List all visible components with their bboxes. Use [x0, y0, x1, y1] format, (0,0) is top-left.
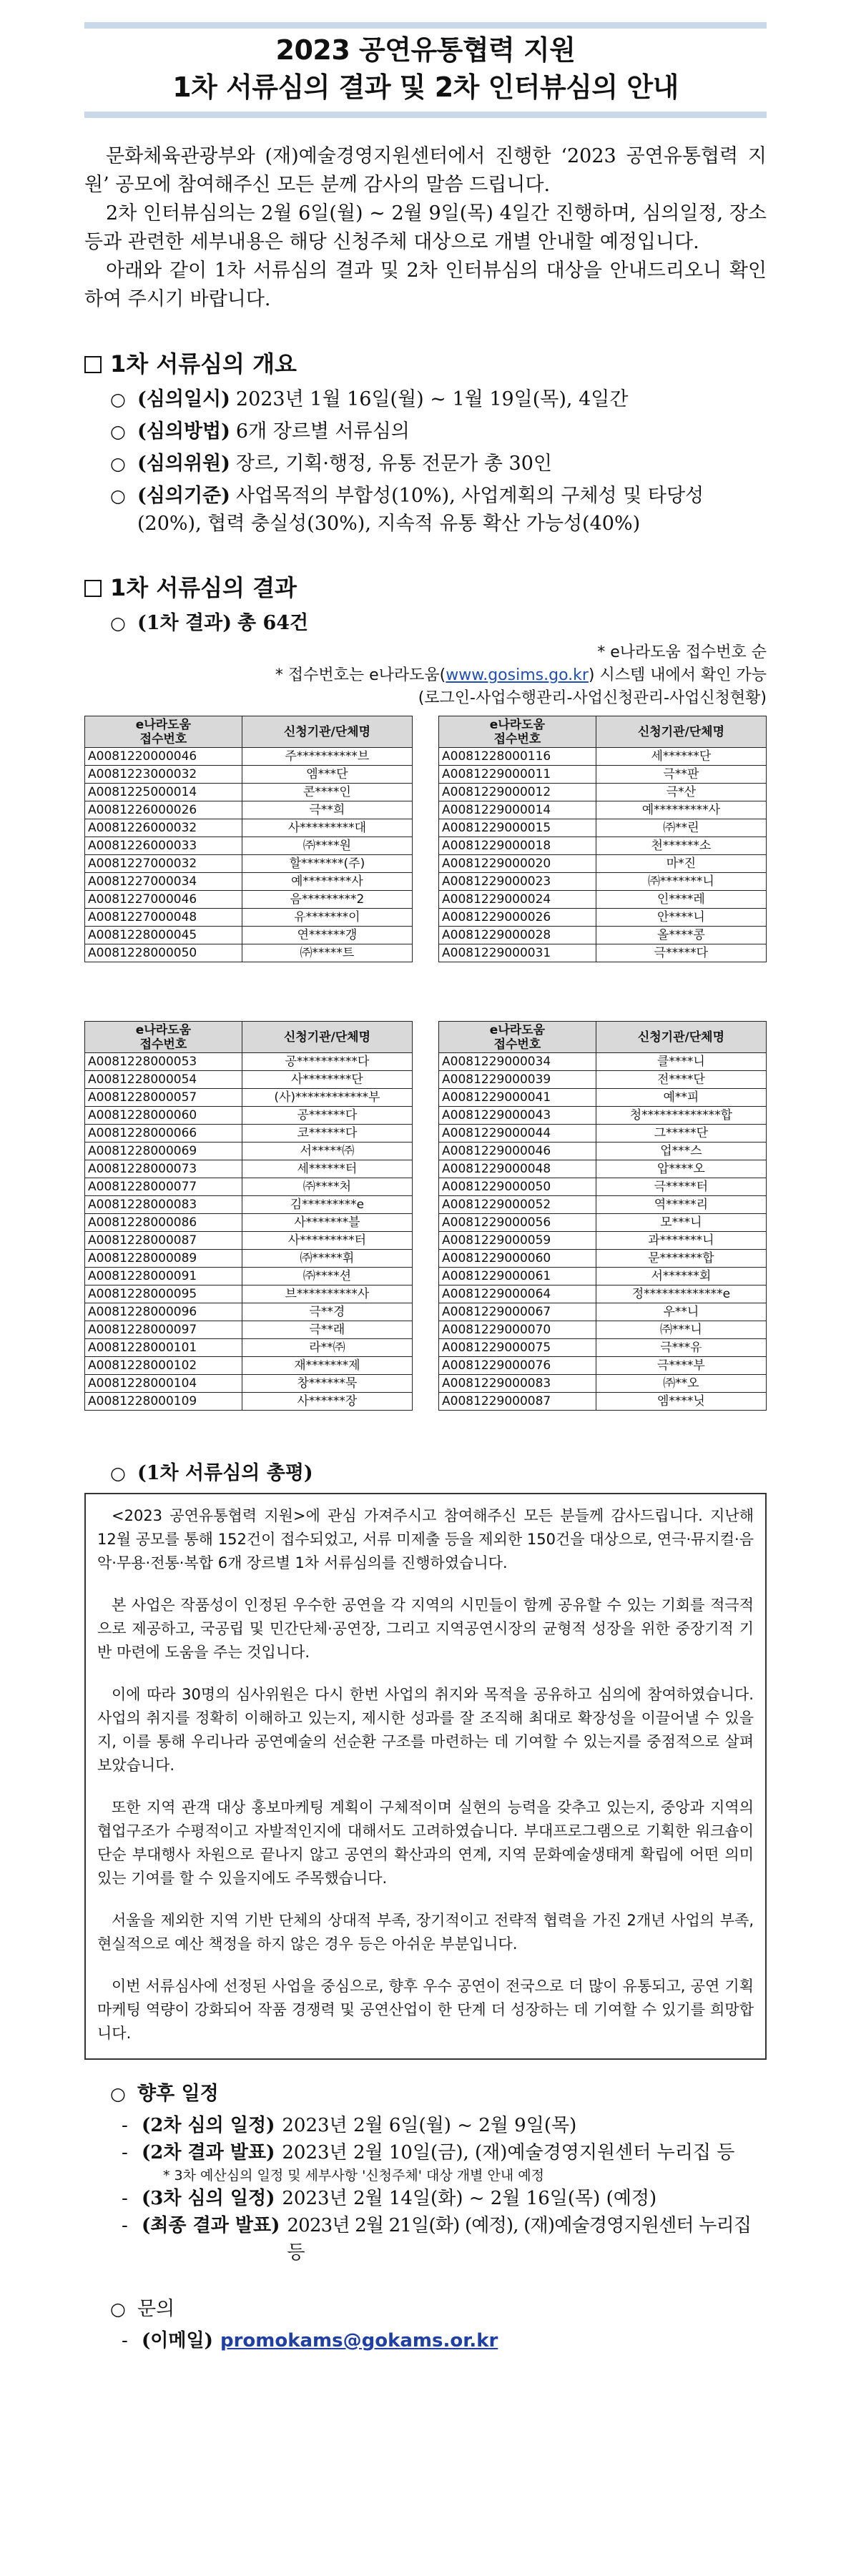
result-heading: [84, 572, 767, 603]
review-paragraph: <2023 공연유통협력 지원>에 관심 가져주시고 참여해주신 모든 분들께 감사드립니다. 지난해 12월 공모를 통해 152건이 접수되었고, 서류 미제출 등을 제외한 150건을 대상으로, 연극·뮤지컬·음악·무용·전통·복합 6개 장르별 1차 서류심의를 진행하였습니다.: [97, 1507, 754, 1571]
organization-name-cell: 문*******합: [596, 1250, 766, 1268]
item-key: (심의일시): [137, 388, 230, 410]
title-bottom-rule: [84, 112, 767, 118]
table-row: [85, 855, 413, 873]
review-paragraph: 이번 서류심사에 선정된 사업을 중심으로, 향후 우수 공연이 전국으로 더 많이 유통되고, 공연 기획마케팅 역량이 강화되어 작품 경쟁력 및 공연산업이 한 단계 더 성장하는 데 기여할 수 있기를 희망합니다.: [97, 1978, 754, 2042]
organization-name-cell: ㈜**오: [596, 1375, 766, 1393]
table-row: [439, 748, 767, 766]
receipt-number-cell: A0081229000039: [439, 1071, 596, 1089]
table-row: [439, 1285, 767, 1303]
table-row: [85, 1357, 413, 1375]
organization-name-cell: 김*********e: [242, 1196, 412, 1214]
organization-name-cell: (사)************부: [242, 1089, 412, 1107]
item-value: 장르, 기획·행정, 유통 전문가 총 30인: [235, 453, 552, 475]
organization-name-cell: 공******다: [242, 1107, 412, 1125]
table-row: [439, 1196, 767, 1214]
receipt-number-cell: A0081228000053: [85, 1053, 242, 1071]
schedule-heading: [110, 2080, 767, 2108]
table-row: [85, 1232, 413, 1250]
gosims-link[interactable]: www.gosims.go.kr: [446, 666, 589, 684]
overview-item: [110, 450, 767, 478]
organization-name-cell: ㈜*****트: [242, 944, 412, 962]
organization-name-cell: 극****부: [596, 1357, 766, 1375]
header-receipt-number: e나라도움 접수번호: [85, 716, 242, 748]
receipt-number-cell: A0081229000046: [439, 1143, 596, 1160]
schedule-heading-text: 향후 일정: [137, 2083, 219, 2105]
receipt-number-cell: A0081229000083: [439, 1375, 596, 1393]
result-count: [84, 609, 767, 637]
ring-bullet-icon: ○: [110, 389, 126, 410]
table-row: [85, 837, 413, 855]
receipt-number-cell: A0081228000057: [85, 1089, 242, 1107]
organization-name-cell: 극**경: [242, 1303, 412, 1321]
receipt-number-cell: A0081229000050: [439, 1178, 596, 1196]
header-receipt-number: e나라도움 접수번호: [439, 716, 596, 748]
schedule-item: [122, 2212, 767, 2266]
table-row: [439, 1071, 767, 1089]
organization-name-cell: 엠****닛: [596, 1393, 766, 1411]
table-row: [439, 819, 767, 837]
receipt-number-cell: A0081229000070: [439, 1321, 596, 1339]
header-organization-name: 신청기관/단체명: [242, 1022, 412, 1053]
title-line-1: 2023 공연유통협력 지원: [275, 34, 576, 66]
item-key: (2차 심의 일정): [142, 2115, 275, 2136]
schedule-note: * 3차 예산심의 일정 및 세부사항 '신청주체' 대상 개별 안내 예정: [163, 2168, 544, 2183]
item-value: 2023년 1월 16일(월) ~ 1월 19일(목), 4일간: [235, 388, 629, 410]
schedule-item: [122, 2185, 767, 2212]
intro-section: [84, 142, 767, 314]
receipt-number-cell: A0081229000034: [439, 1053, 596, 1071]
receipt-number-cell: A0081228000073: [85, 1160, 242, 1178]
table-row: [439, 891, 767, 909]
dash-bullet: -: [122, 2115, 128, 2136]
receipt-number-cell: A0081229000087: [439, 1393, 596, 1411]
item-value: 6개 장르별 서류심의: [235, 420, 410, 443]
contact-email-link[interactable]: promokams@gokams.or.kr: [220, 2330, 498, 2352]
organization-name-cell: 극**희: [242, 801, 412, 819]
overview-list: [84, 385, 767, 538]
organization-name-cell: 예********사: [242, 873, 412, 891]
results-table: [438, 1021, 767, 1411]
organization-name-cell: 서******회: [596, 1268, 766, 1285]
table-row: [439, 1250, 767, 1268]
organization-name-cell: ㈜***니: [596, 1321, 766, 1339]
table-row: [85, 1214, 413, 1232]
receipt-number-cell: A0081228000097: [85, 1321, 242, 1339]
table-row: [85, 801, 413, 819]
receipt-number-cell: A0081227000032: [85, 855, 242, 873]
table-row: [439, 1143, 767, 1160]
receipt-number-cell: A0081229000061: [439, 1268, 596, 1285]
result-note-2: [84, 664, 767, 687]
dash-bullet: -: [122, 2142, 128, 2163]
organization-name-cell: 사********단: [242, 1071, 412, 1089]
organization-name-cell: 예**피: [596, 1089, 766, 1107]
table-row: [85, 1321, 413, 1339]
table-row: [85, 1053, 413, 1071]
item-value: 2023년 2월 14일(화) ~ 2월 16일(목) (예정): [282, 2188, 657, 2209]
table-row: [85, 927, 413, 944]
organization-name-cell: 업***스: [596, 1143, 766, 1160]
table-row: [439, 855, 767, 873]
receipt-number-cell: A0081228000089: [85, 1250, 242, 1268]
table-row: [85, 819, 413, 837]
receipt-number-cell: A0081229000015: [439, 819, 596, 837]
organization-name-cell: 안****니: [596, 909, 766, 927]
dash-bullet: -: [122, 2188, 128, 2209]
table-row: [85, 1303, 413, 1321]
review-heading: [110, 1459, 767, 1487]
table-row: [85, 1107, 413, 1125]
organization-name-cell: 과*******니: [596, 1232, 766, 1250]
table-row: [85, 1125, 413, 1143]
item-value: 사업목적의 부합성(10%), 사업계획의 구체성 및 타당성(20%), 협력 충실성(30%), 지속적 유통 확산 가능성(40%): [137, 485, 704, 535]
organization-name-cell: ㈜****션: [242, 1268, 412, 1285]
intro-paragraph: 문화체육관광부와 (재)예술경영지원센터에서 진행한 ‘2023 공연유통협력 지원’ 공모에 참여해주신 모든 분께 감사의 말씀 드립니다.: [84, 145, 767, 196]
table-row: [439, 909, 767, 927]
result-heading-text: 1차 서류심의 결과: [110, 574, 297, 601]
receipt-number-cell: A0081228000069: [85, 1143, 242, 1160]
dash-bullet: -: [122, 2330, 128, 2352]
overview-heading: [84, 348, 767, 380]
schedule-item: [122, 2112, 767, 2139]
receipt-number-cell: A0081229000024: [439, 891, 596, 909]
table-row: [439, 1393, 767, 1411]
receipt-number-cell: A0081229000059: [439, 1232, 596, 1250]
header-receipt-number: e나라도움 접수번호: [85, 1022, 242, 1053]
table-row: [85, 1071, 413, 1089]
receipt-number-cell: A0081228000066: [85, 1125, 242, 1143]
overview-item: [110, 418, 767, 445]
schedule-heading-row: [84, 2080, 767, 2108]
table-row: [439, 1268, 767, 1285]
receipt-number-cell: A0081228000116: [439, 748, 596, 766]
table-row: [85, 1268, 413, 1285]
header-organization-name: 신청기관/단체명: [596, 716, 766, 748]
receipt-number-cell: A0081229000076: [439, 1357, 596, 1375]
table-row: [85, 1393, 413, 1411]
review-paragraph: 본 사업은 작품성이 인정된 우수한 공연을 각 지역의 시민들이 함께 공유할 수 있는 기회를 적극적으로 제공하고, 국공립 및 민간단체·공연장, 그리고 지역공연시장의 균형적 성장을 위한 중장기적 기반 마련에 도움을 주는 것입니다.: [97, 1597, 754, 1661]
review-paragraph: 또한 지역 관객 대상 홍보마케팅 계획이 구체적이며 실현의 능력을 갖추고 있는지, 중앙과 지역의 협업구조가 수평적이고 자발적인지에 대해서도 고려하였습니다. 부대프로그램으로 기획한 워크숍이 단순 부대행사 차원으로 끝나지 않고 공연의 확산과의 연계, 지역 문화예술생태계 확립에 어떤 의미 있는 기여를 할 수 있을지에도 주목했습니다.: [97, 1799, 754, 1887]
organization-name-cell: 공**********다: [242, 1053, 412, 1071]
receipt-number-cell: A0081229000060: [439, 1250, 596, 1268]
review-paragraph: 서울을 제외한 지역 기반 단체의 상대적 부족, 장기적이고 전략적 협력을 가진 2개년 사업의 부족, 현실적으로 예산 책정을 하지 않은 경우 등은 아쉬운 부분입니다.: [97, 1912, 754, 1953]
item-value: 2023년 2월 6일(월) ~ 2월 9일(목): [282, 2115, 577, 2136]
organization-name-cell: 전****단: [596, 1071, 766, 1089]
table-row: [85, 891, 413, 909]
receipt-number-cell: A0081229000048: [439, 1160, 596, 1178]
table-row: [85, 944, 413, 962]
table-header-row: [439, 1022, 767, 1053]
table-row: [85, 1196, 413, 1214]
receipt-number-cell: A0081225000014: [85, 784, 242, 801]
receipt-number-cell: A0081228000091: [85, 1268, 242, 1285]
receipt-number-cell: A0081229000044: [439, 1125, 596, 1143]
result-count-item: [110, 609, 767, 637]
receipt-number-cell: A0081229000064: [439, 1285, 596, 1303]
table-row: [439, 927, 767, 944]
table-row: [439, 1303, 767, 1321]
receipt-number-cell: A0081229000031: [439, 944, 596, 962]
receipt-number-cell: A0081228000095: [85, 1285, 242, 1303]
table-row: [439, 1125, 767, 1143]
table-row: [439, 1089, 767, 1107]
receipt-number-cell: A0081229000018: [439, 837, 596, 855]
ring-bullet-icon: ○: [110, 485, 126, 506]
receipt-number-cell: A0081229000028: [439, 927, 596, 944]
organization-name-cell: 주**********브: [242, 748, 412, 766]
organization-name-cell: 클****니: [596, 1053, 766, 1071]
table-row: [439, 1321, 767, 1339]
receipt-number-cell: A0081229000020: [439, 855, 596, 873]
organization-name-cell: 모***니: [596, 1214, 766, 1232]
organization-name-cell: 엠***단: [242, 766, 412, 784]
receipt-number-cell: A0081226000026: [85, 801, 242, 819]
organization-name-cell: 마*진: [596, 855, 766, 873]
receipt-number-cell: A0081229000026: [439, 909, 596, 927]
table-row: [85, 1285, 413, 1303]
title-line-2: 1차 서류심의 결과 및 2차 인터뷰심의 안내: [172, 71, 679, 103]
table-row: [439, 1357, 767, 1375]
item-key: (심의위원): [137, 453, 230, 475]
table-row: [85, 909, 413, 927]
receipt-number-cell: A0081227000046: [85, 891, 242, 909]
organization-name-cell: 압****오: [596, 1160, 766, 1178]
table-row: [439, 1178, 767, 1196]
receipt-number-cell: A0081228000050: [85, 944, 242, 962]
overview-item: [110, 482, 767, 538]
receipt-number-cell: A0081228000077: [85, 1178, 242, 1196]
receipt-number-cell: A0081228000109: [85, 1393, 242, 1411]
organization-name-cell: 그*****단: [596, 1125, 766, 1143]
item-key: (2차 결과 발표): [142, 2142, 275, 2163]
organization-name-cell: 사*******블: [242, 1214, 412, 1232]
receipt-number-cell: A0081228000083: [85, 1196, 242, 1214]
table-row: [439, 873, 767, 891]
intro-paragraph: 아래와 같이 1차 서류심의 결과 및 2차 인터뷰심의 대상을 안내드리오니 확인하여 주시기 바랍니다.: [84, 260, 767, 310]
table-row: [439, 1053, 767, 1071]
organization-name-cell: 브**********사: [242, 1285, 412, 1303]
table-row: [85, 1339, 413, 1357]
item-value: 총 64건: [237, 612, 309, 634]
note-prefix: * 접수번호는 e나라도움(: [275, 666, 446, 684]
organization-name-cell: 할*******(주): [242, 855, 412, 873]
receipt-number-cell: A0081223000032: [85, 766, 242, 784]
table-row: [439, 1160, 767, 1178]
receipt-number-cell: A0081228000086: [85, 1214, 242, 1232]
item-key: (심의방법): [137, 420, 230, 443]
results-table: [84, 716, 413, 962]
organization-name-cell: 서*****㈜: [242, 1143, 412, 1160]
receipt-number-cell: A0081228000087: [85, 1232, 242, 1250]
receipt-number-cell: A0081228000104: [85, 1375, 242, 1393]
results-table-group-2: [84, 1021, 767, 1411]
ring-bullet-icon: ○: [110, 1463, 126, 1484]
table-row: [439, 944, 767, 962]
organization-name-cell: 코******다: [242, 1125, 412, 1143]
receipt-number-cell: A0081228000101: [85, 1339, 242, 1357]
organization-name-cell: 음*********2: [242, 891, 412, 909]
organization-name-cell: 콘****인: [242, 784, 412, 801]
receipt-number-cell: A0081229000052: [439, 1196, 596, 1214]
table-row: [85, 1375, 413, 1393]
results-table: [438, 716, 767, 962]
table-row: [439, 1375, 767, 1393]
table-row: [85, 1143, 413, 1160]
ring-bullet-icon: ○: [110, 2299, 126, 2319]
document-title: [84, 31, 767, 106]
table-header-row: [439, 716, 767, 748]
contact-heading-text: 문의: [137, 2298, 175, 2320]
receipt-number-cell: A0081226000032: [85, 819, 242, 837]
organization-name-cell: 라**㈜: [242, 1339, 412, 1357]
table-row: [85, 1178, 413, 1196]
receipt-number-cell: A0081229000014: [439, 801, 596, 819]
item-value: 2023년 2월 10일(금), (재)예술경영지원센터 누리집 등: [282, 2142, 735, 2163]
checkbox-square-icon: [84, 356, 102, 373]
result-note-1: * e나라도움 접수번호 순: [597, 643, 767, 661]
review-box: [84, 1493, 767, 2060]
table-row: [439, 1107, 767, 1125]
header-organization-name: 신청기관/단체명: [596, 1022, 766, 1053]
organization-name-cell: ㈜**린: [596, 819, 766, 837]
item-key: (3차 심의 일정): [142, 2188, 275, 2209]
receipt-number-cell: A0081229000023: [439, 873, 596, 891]
item-key: (1차 결과): [137, 612, 232, 634]
result-note-3: (로그인-사업수행관리-사업신청관리-사업신청현황): [418, 689, 767, 707]
review-heading-text: (1차 서류심의 총평): [137, 1462, 313, 1484]
header-receipt-number: e나라도움 접수번호: [439, 1022, 596, 1053]
receipt-number-cell: A0081228000096: [85, 1303, 242, 1321]
organization-name-cell: 천******소: [596, 837, 766, 855]
table-header-row: [85, 1022, 413, 1053]
dash-bullet: -: [122, 2215, 128, 2236]
table-row: [439, 1214, 767, 1232]
organization-name-cell: 재*******제: [242, 1357, 412, 1375]
organization-name-cell: ㈜****처: [242, 1178, 412, 1196]
results-table: [84, 1021, 413, 1411]
organization-name-cell: 창******묵: [242, 1375, 412, 1393]
organization-name-cell: 사*********터: [242, 1232, 412, 1250]
organization-name-cell: 극*****다: [596, 944, 766, 962]
item-key: (심의기준): [137, 485, 230, 507]
organization-name-cell: 사******장: [242, 1393, 412, 1411]
organization-name-cell: 세******단: [596, 748, 766, 766]
organization-name-cell: 역*****리: [596, 1196, 766, 1214]
receipt-number-cell: A0081227000034: [85, 873, 242, 891]
receipt-number-cell: A0081229000011: [439, 766, 596, 784]
results-table-group-1: [84, 716, 767, 962]
receipt-number-cell: A0081229000012: [439, 784, 596, 801]
item-key: (이메일): [142, 2330, 213, 2352]
table-row: [85, 784, 413, 801]
organization-name-cell: ㈜*****휘: [242, 1250, 412, 1268]
receipt-number-cell: A0081228000045: [85, 927, 242, 944]
table-row: [85, 748, 413, 766]
table-row: [439, 837, 767, 855]
receipt-number-cell: A0081229000043: [439, 1107, 596, 1125]
organization-name-cell: 예*********사: [596, 801, 766, 819]
table-row: [85, 1089, 413, 1107]
overview-item: [110, 385, 767, 413]
organization-name-cell: 우**니: [596, 1303, 766, 1321]
review-paragraph: 이에 따라 30명의 심사위원은 다시 한번 사업의 취지와 목적을 공유하고 심의에 참여하였습니다. 사업의 취지를 정확히 이해하고 있는지, 제시한 성과를 잘 조직해 최대로 확장성을 이끌어낼 수 있을지, 이를 통해 우리나라 공연예술의 선순환 구조를 마련하는 데 기여할 수 있는지를 중점적으로 살펴보았습니다.: [97, 1686, 754, 1774]
item-value: 2023년 2월 21일(화) (예정), (재)예술경영지원센터 누리집 등: [287, 2215, 752, 2264]
contact-item: [122, 2327, 767, 2354]
receipt-number-cell: A0081228000102: [85, 1357, 242, 1375]
contact-heading: [110, 2295, 767, 2323]
table-row: [439, 801, 767, 819]
checkbox-square-icon: [84, 580, 102, 597]
ring-bullet-icon: ○: [110, 421, 126, 442]
organization-name-cell: 정*************e: [596, 1285, 766, 1303]
organization-name-cell: 연******갱: [242, 927, 412, 944]
schedule-item: [122, 2139, 767, 2166]
table-row: [439, 1232, 767, 1250]
receipt-number-cell: A0081220000046: [85, 748, 242, 766]
receipt-number-cell: A0081228000060: [85, 1107, 242, 1125]
ring-bullet-icon: ○: [110, 613, 126, 633]
intro-paragraph: 2차 인터뷰심의는 2월 6일(월) ~ 2월 9일(목) 4일간 진행하며, 심의일정, 장소 등과 관련한 세부내용은 해당 신청주체 대상으로 개별 안내할 예정입니다.: [84, 202, 767, 253]
receipt-number-cell: A0081228000054: [85, 1071, 242, 1089]
organization-name-cell: ㈜****원: [242, 837, 412, 855]
receipt-number-cell: A0081229000041: [439, 1089, 596, 1107]
receipt-number-cell: A0081229000067: [439, 1303, 596, 1321]
organization-name-cell: 유*******이: [242, 909, 412, 927]
receipt-number-cell: A0081229000075: [439, 1339, 596, 1357]
table-row: [85, 873, 413, 891]
organization-name-cell: 청*************합: [596, 1107, 766, 1125]
organization-name-cell: 사*********대: [242, 819, 412, 837]
organization-name-cell: 극*산: [596, 784, 766, 801]
item-key: (최종 결과 발표): [142, 2215, 280, 2236]
organization-name-cell: 극***유: [596, 1339, 766, 1357]
contact-heading-row: [84, 2295, 767, 2323]
organization-name-cell: 극*****터: [596, 1178, 766, 1196]
table-row: [439, 784, 767, 801]
table-row: [85, 766, 413, 784]
table-row: [85, 1160, 413, 1178]
ring-bullet-icon: ○: [110, 453, 126, 474]
organization-name-cell: 극**래: [242, 1321, 412, 1339]
organization-name-cell: 인****레: [596, 891, 766, 909]
organization-name-cell: 극**판: [596, 766, 766, 784]
table-row: [439, 766, 767, 784]
table-header-row: [85, 716, 413, 748]
receipt-number-cell: A0081227000048: [85, 909, 242, 927]
overview-heading-text: 1차 서류심의 개요: [110, 350, 297, 377]
ring-bullet-icon: ○: [110, 2083, 126, 2104]
table-row: [85, 1250, 413, 1268]
receipt-number-cell: A0081226000033: [85, 837, 242, 855]
note-suffix: ) 시스템 내에서 확인 가능: [588, 666, 767, 684]
organization-name-cell: 올****콩: [596, 927, 766, 944]
header-organization-name: 신청기관/단체명: [242, 716, 412, 748]
receipt-number-cell: A0081229000056: [439, 1214, 596, 1232]
title-top-rule: [84, 22, 767, 29]
review-heading-row: [84, 1459, 767, 1487]
organization-name-cell: 세******터: [242, 1160, 412, 1178]
table-row: [439, 1339, 767, 1357]
organization-name-cell: ㈜*******니: [596, 873, 766, 891]
